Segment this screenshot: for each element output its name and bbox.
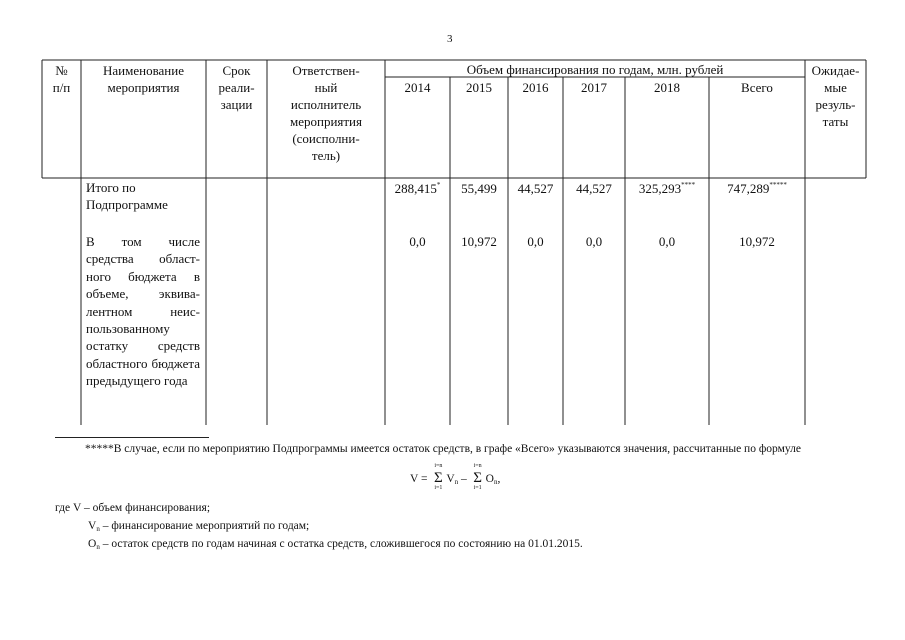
header-year: 2017 [581,80,607,95]
sum-sign: i=n Σ i=1 [433,463,443,491]
value-cell: 325,293**** [638,181,696,196]
header-year: 2014 [404,80,431,95]
value-cell: 0,0 [585,234,603,249]
footnote-on: On – остаток средств по годам начиная с остатка средств, сложившегося по состоянию на 01.01.2015. [88,538,583,551]
value-cell: 0,0 [409,234,426,249]
header-total: Всего [741,80,773,95]
header-year: 2015 [466,80,492,95]
value-cell: 10,972 [461,234,497,249]
formula: V = i=n Σ i=1 Vn – i=n Σ i=1 On, [410,463,501,491]
value-cell: 44,527 [576,181,612,196]
header-responsible: Ответствен- ный исполнитель мероприятия (соисполни- тель) [289,63,362,163]
value-cell-total: 747,289***** [727,181,787,196]
value-cell: 288,415* [394,181,441,196]
header-funding: Объем финансирования по годам, млн. рублей [466,62,724,77]
header-number: № п/п [52,63,71,95]
footnote-where: где V – объем финансирования; [55,502,211,514]
row-label-total: Итого по Подпрограмме [86,180,168,213]
header-year: 2018 [654,80,680,95]
header-term: Срок реали- зации [218,63,255,112]
header-name: Наименование мероприятия [103,63,184,95]
value-cell: 55,499 [461,181,497,196]
value-cell: 0,0 [527,234,544,249]
value-cell-total: 10,972 [739,234,775,249]
footnote-vn: Vn – финансирование мероприятий по годам; [88,520,310,533]
footnote-text: *****В случае, если по мероприятию Подпрограммы имеется остаток средств, в графе «Всего» указываются значения, рассчитанные по формуле [85,443,801,455]
header-year: 2016 [522,80,549,95]
footnote-rule [55,437,209,438]
value-cell: 0,0 [658,234,676,249]
row-label-regional: В том числе средства област-ного бюджета в объеме, эквива-лентном неис-пользованному остатку средств областного бюджета предыдущего года [86,234,200,389]
page-number: 3 [447,33,453,45]
sum-sign: i=n Σ i=1 [473,463,483,491]
value-cell: 44,527 [517,181,554,196]
header-result: Ожидае- мые резуль- таты [811,63,860,129]
